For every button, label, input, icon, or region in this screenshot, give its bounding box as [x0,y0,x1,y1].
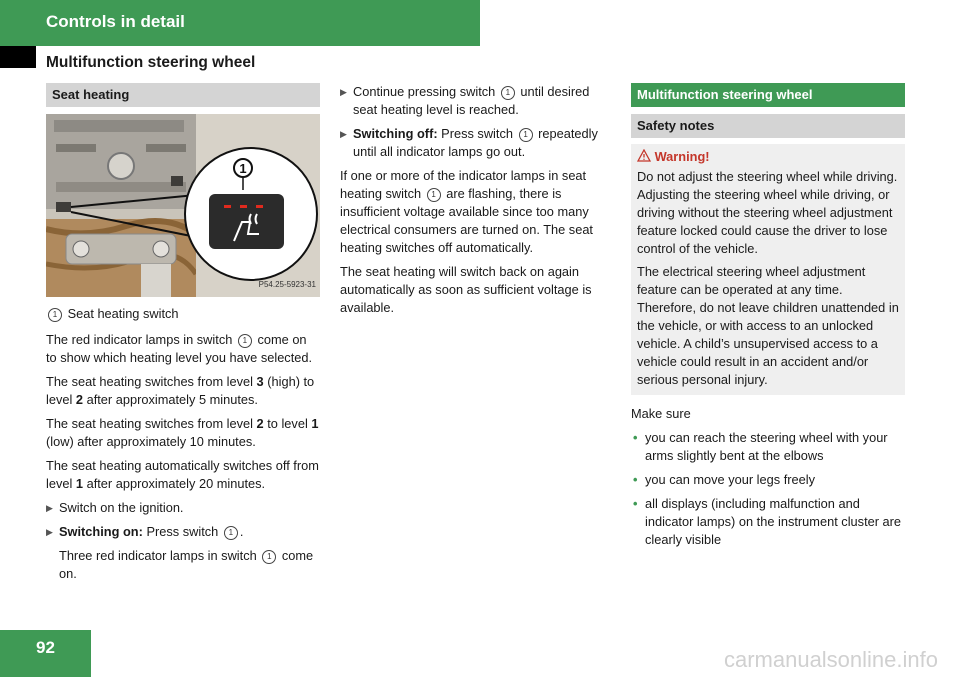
warning-text: The electrical steering wheel adjustment feature can be operated at any time. Therefore, do not leave children unattended in the vehicle, or with access to an unlocked vehicle. A child’s unsupervised access to a vehicle could result in an accident and/or serious personal injury. [637,264,899,387]
section-marker [0,46,36,68]
page-number: 92 [36,638,55,657]
warning-title: Warning! [637,148,899,166]
seat-heating-photo [46,114,320,297]
step-item: ▶ Switch on the ignition. [46,500,184,515]
steering-wheel-heading: Multifunction steering wheel [631,83,905,107]
step-item: ▶ Switching on: Press switch 1 . [46,524,244,539]
step-item: ▶ Switching off: Press switch 1 repeatedly until all indicator lamps go out. [340,126,598,159]
chapter-title: Controls in detail [46,12,185,31]
column-left [46,83,320,583]
make-sure-text: Make sure [631,406,691,421]
step-result: Three red indicator lamps in switch 1 come on. [59,548,314,581]
step-arrow-icon: ▶ [46,527,53,537]
bullet-dot-icon: • [633,496,638,511]
step-arrow-icon: ▶ [46,503,53,513]
page-number-box [0,630,91,677]
step-item: ▶ Continue pressing switch 1 until desired seat heating level is reached. [340,84,590,117]
dashboard-illustration [46,114,320,297]
paragraph: If one or more of the indicator lamps in seat heating switch 1 are flashing, there is insufficient voltage available since too many electrical consumers are turned on. The seat heating switches off automatically. [340,168,593,255]
watermark: carmanualsonline.info [723,647,938,672]
list-item: • all displays (including malfunction and indicator lamps) on the instrument cluster are clearly visible [633,496,902,547]
paragraph: The seat heating switches from level 2 to level 1 (low) after approximately 10 minutes. [46,416,319,449]
list-item: • you can reach the steering wheel with your arms slightly bent at the elbows [633,430,888,463]
bullet-dot-icon: • [633,472,638,487]
photo-callout-number: 1 [239,161,247,176]
safety-notes-heading: Safety notes [631,114,905,138]
paragraph: The red indicator lamps in switch 1 come on to show which heating level you have selected. [46,332,313,365]
photo-code: P54.25-5923-31 [258,280,316,289]
step-arrow-icon: ▶ [340,129,347,139]
column-middle [340,83,614,323]
paragraph: The seat heating automatically switches off from level 1 after approximately 20 minutes. [46,458,319,491]
paragraph: The seat heating switches from level 3 (high) to level 2 after approximately 5 minutes. [46,374,315,407]
bullet-dot-icon: • [633,430,638,445]
warning-triangle-icon [637,149,651,162]
warning-text: Do not adjust the steering wheel while driving. Adjusting the steering wheel while driving, or driving without the steering wheel adjustment feature locked could cause the driver to lose control of the vehicle. [637,169,898,256]
list-item: • you can move your legs freely [633,472,815,487]
chapter-tab [0,0,480,46]
section-title: Multifunction steering wheel [46,54,256,71]
column-right [631,83,905,555]
step-arrow-icon: ▶ [340,87,347,97]
warning-box [631,144,905,395]
paragraph: The seat heating will switch back on again automatically as soon as sufficient voltage is available. [340,264,592,315]
seat-heating-heading: Seat heating [46,83,320,107]
photo-caption: 1 Seat heating switch [46,305,320,323]
